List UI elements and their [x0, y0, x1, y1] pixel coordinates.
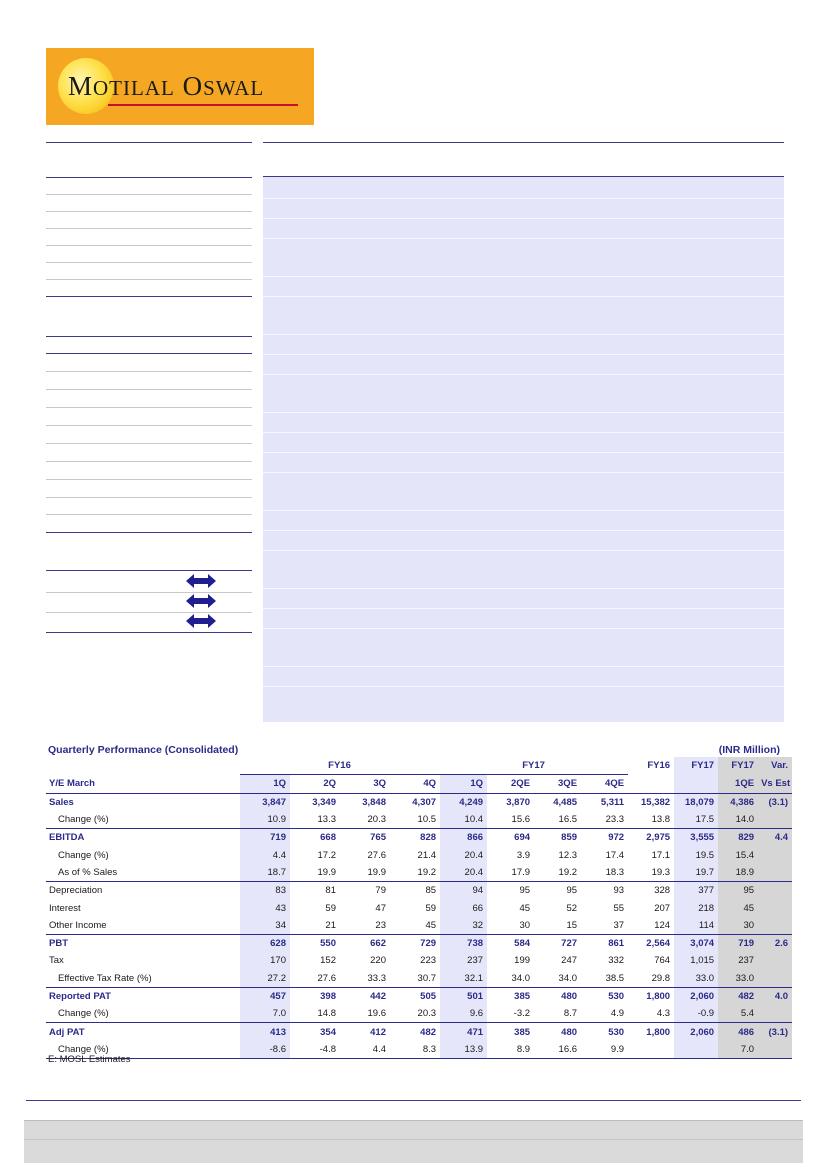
table-cell: 550 — [290, 934, 340, 952]
table-cell: 738 — [440, 934, 487, 952]
table-cell: 719 — [240, 829, 290, 847]
table-row — [46, 899, 792, 916]
table-cell: -8.6 — [240, 1041, 290, 1059]
footer-rule — [26, 1100, 801, 1101]
table-cell: 377 — [674, 882, 718, 900]
group-header-fy17-est: FY17 — [718, 757, 758, 775]
table-cell: 14.0 — [718, 811, 758, 829]
table-cell — [758, 899, 792, 916]
table-cell — [758, 917, 792, 935]
col-header-4qe: 4QE — [581, 775, 628, 793]
table-cell: 45 — [519, 902, 531, 914]
table-cell: 19.2 — [558, 866, 578, 878]
table-cell: 19.6 — [367, 1008, 386, 1020]
table-cell: 15.6 — [511, 814, 531, 826]
table-row — [46, 1005, 792, 1023]
col-header-fy17-total — [674, 775, 718, 793]
table-cell: 501 — [440, 987, 487, 1005]
table-cell: 505 — [390, 987, 440, 1005]
table-cell: (3.1) — [758, 1023, 792, 1041]
table-cell: 3,847 — [240, 793, 290, 811]
table-cell: 45 — [718, 899, 758, 916]
table-cell: 59 — [325, 902, 336, 914]
col-header-1q: 1Q — [240, 775, 290, 793]
row-label: Change (%) — [46, 1041, 240, 1059]
table-cell: 20.4 — [440, 864, 487, 882]
table-cell: 14.8 — [317, 1008, 336, 1020]
table-cell: 21 — [325, 919, 336, 931]
table-cell: 19.9 — [367, 866, 386, 878]
table-cell: 17.2 — [317, 849, 336, 861]
row-label: Change (%) — [58, 814, 109, 826]
table-cell: 114 — [674, 917, 718, 935]
table-cell: 15,382 — [628, 793, 674, 811]
group-header-var: Var. — [758, 757, 792, 775]
table-cell: 354 — [290, 1023, 340, 1041]
table-cell: 10.9 — [240, 811, 290, 829]
table-cell: 32.1 — [440, 970, 487, 988]
table-row — [46, 987, 792, 1005]
table-row — [46, 934, 792, 952]
table-cell: 828 — [390, 829, 440, 847]
table-cell: 413 — [240, 1023, 290, 1041]
table-row — [46, 970, 792, 988]
table-cell: 19.2 — [417, 866, 437, 878]
table-cell: 85 — [390, 882, 440, 900]
table-cell — [758, 846, 792, 863]
table-cell: 20.3 — [417, 1008, 437, 1020]
table-cell: 59 — [425, 902, 437, 914]
table-row — [46, 1041, 792, 1059]
table-cell: 220 — [370, 955, 386, 967]
table-cell: 2,975 — [628, 829, 674, 847]
table-cell: 584 — [487, 934, 534, 952]
table-cell: 29.8 — [651, 972, 671, 984]
group-header-fy16: FY16 — [240, 757, 440, 775]
col-header-fy16-total — [628, 775, 674, 793]
table-cell — [758, 970, 792, 988]
table-cell: 79 — [340, 882, 390, 900]
table-cell: 5.4 — [718, 1005, 758, 1023]
table-row — [46, 864, 792, 882]
table-cell: 30 — [519, 919, 531, 931]
table-cell: 530 — [581, 1023, 628, 1041]
table-cell: 16.5 — [558, 814, 578, 826]
table-cell: 66 — [440, 899, 487, 916]
table-cell: 15.4 — [718, 846, 758, 863]
table-cell: 13.8 — [651, 814, 671, 826]
table-cell: 3.9 — [516, 849, 531, 861]
table-cell: 328 — [628, 882, 674, 900]
table-cell: 247 — [561, 955, 578, 967]
quarterly-performance-table — [46, 757, 792, 1059]
table-row — [46, 1023, 792, 1041]
col-header-vs-est: Vs Est — [758, 775, 792, 793]
table-cell: 859 — [534, 829, 581, 847]
table-cell: 15 — [566, 919, 578, 931]
table-cell: 27.2 — [240, 970, 290, 988]
table-cell: 480 — [534, 1023, 581, 1041]
table-cell: 694 — [487, 829, 534, 847]
table-footnote: E: MOSL Estimates — [48, 1054, 131, 1065]
col-header-2q: 2Q — [290, 775, 340, 793]
table-cell: 207 — [654, 902, 671, 914]
logo-underline — [108, 104, 298, 106]
table-cell: 170 — [240, 952, 290, 969]
col-header-3qe: 3QE — [534, 775, 581, 793]
table-cell: 482 — [718, 987, 758, 1005]
table-cell: 8.7 — [563, 1008, 578, 1020]
table-cell: 5,311 — [581, 793, 628, 811]
col-header-1q-fy17: 1Q — [440, 775, 487, 793]
table-cell: 628 — [240, 934, 290, 952]
table-row — [46, 829, 792, 847]
table-cell: 866 — [440, 829, 487, 847]
col-header-3q: 3Q — [340, 775, 390, 793]
table-cell: 47 — [375, 902, 386, 914]
table-cell: 4.4 — [240, 846, 290, 863]
table-cell: 8.3 — [390, 1041, 440, 1059]
table-cell: 34.0 — [558, 972, 578, 984]
table-cell: 4,386 — [718, 793, 758, 811]
table-cell: 18.3 — [605, 866, 625, 878]
row-label: Interest — [49, 902, 81, 914]
row-label: PBT — [46, 934, 240, 952]
table-cell: -3.2 — [513, 1008, 531, 1020]
table-group-header-row — [46, 757, 792, 775]
table-cell: 17.9 — [511, 866, 531, 878]
footer-bar — [24, 1120, 803, 1163]
table-cell: 3,074 — [674, 934, 718, 952]
table-cell: 20.3 — [367, 814, 386, 826]
table-cell: 412 — [340, 1023, 390, 1041]
table-cell — [758, 882, 792, 900]
table-cell: 1,800 — [628, 1023, 674, 1041]
table-row — [46, 952, 792, 969]
table-cell: 727 — [534, 934, 581, 952]
group-header-fy17-total: FY17 — [674, 757, 718, 775]
table-title: Quarterly Performance (Consolidated) — [48, 744, 239, 756]
table-cell: 19.3 — [651, 866, 671, 878]
table-cell: 34 — [240, 917, 290, 935]
table-cell: 30.7 — [417, 972, 437, 984]
table-cell: 218 — [674, 899, 718, 916]
table-cell: 237 — [440, 952, 487, 969]
table-cell — [674, 1041, 718, 1059]
table-cell: 10.5 — [417, 814, 437, 826]
summary-panel — [263, 177, 784, 722]
table-cell: 33.0 — [674, 970, 718, 988]
table-cell — [628, 1041, 674, 1059]
table-cell — [758, 952, 792, 969]
table-cell: 457 — [240, 987, 290, 1005]
table-cell: 81 — [290, 882, 340, 900]
table-cell: 10.4 — [440, 811, 487, 829]
table-cell: 21.4 — [417, 849, 437, 861]
table-cell: 237 — [718, 952, 758, 969]
table-cell: 95 — [534, 882, 581, 900]
double-arrow-icon — [186, 614, 216, 628]
table-cell: 18,079 — [674, 793, 718, 811]
row-label: As of % Sales — [58, 866, 118, 878]
table-cell: 3,848 — [340, 793, 390, 811]
table-cell: 829 — [718, 829, 758, 847]
table-row — [46, 882, 792, 900]
table-cell: 17.5 — [674, 811, 718, 829]
table-cell: 17.1 — [651, 849, 671, 861]
table-cell: 55 — [613, 902, 625, 914]
table-cell: 37 — [613, 919, 625, 931]
table-cell: 9.6 — [440, 1005, 487, 1023]
table-cell: 23 — [375, 919, 386, 931]
row-label: Depreciation — [46, 882, 240, 900]
table-cell: 23.3 — [605, 814, 625, 826]
table-cell: (3.1) — [758, 793, 792, 811]
group-header-fy17: FY17 — [440, 757, 628, 775]
col-header-4q: 4Q — [390, 775, 440, 793]
table-row — [46, 793, 792, 811]
table-cell: 7.0 — [240, 1005, 290, 1023]
table-cell: 2,060 — [674, 987, 718, 1005]
table-cell: 124 — [654, 919, 671, 931]
table-cell: 95 — [718, 882, 758, 900]
table-cell: 19.5 — [674, 846, 718, 863]
col-header-1qe: 1QE — [718, 775, 758, 793]
table-cell: 4.0 — [758, 987, 792, 1005]
table-cell: 530 — [581, 987, 628, 1005]
row-label: Change (%) — [58, 849, 109, 861]
table-cell: 385 — [487, 987, 534, 1005]
table-cell: 9.9 — [581, 1041, 628, 1059]
table-cell: 2.6 — [758, 934, 792, 952]
table-cell: 442 — [340, 987, 390, 1005]
table-cell: 33.0 — [718, 970, 758, 988]
table-cell: 27.6 — [317, 972, 336, 984]
table-cell: 16.6 — [534, 1041, 581, 1059]
table-cell: 34.0 — [511, 972, 531, 984]
table-cell: 17.4 — [605, 849, 625, 861]
table-cell: 662 — [340, 934, 390, 952]
table-cell: 482 — [390, 1023, 440, 1041]
table-cell: 4,485 — [534, 793, 581, 811]
table-cell — [758, 1041, 792, 1059]
table-cell: 398 — [290, 987, 340, 1005]
table-cell: 43 — [240, 899, 290, 916]
col-header-label: Y/E March — [46, 775, 240, 793]
table-cell: 93 — [581, 882, 628, 900]
table-cell: 3,349 — [290, 793, 340, 811]
table-cell: 385 — [487, 1023, 534, 1041]
table-cell: 668 — [290, 829, 340, 847]
company-logo — [46, 48, 314, 125]
col-header-2qe: 2QE — [487, 775, 534, 793]
table-cell: 471 — [440, 1023, 487, 1041]
table-cell: 2,060 — [674, 1023, 718, 1041]
table-cell: 4.4 — [758, 829, 792, 847]
table-cell: 18.7 — [240, 864, 290, 882]
table-cell: 4.4 — [340, 1041, 390, 1059]
table-cell: 13.9 — [440, 1041, 487, 1059]
table-cell: 19.9 — [317, 866, 336, 878]
row-label: Sales — [46, 793, 240, 811]
table-cell: 765 — [340, 829, 390, 847]
table-cell: 95 — [487, 882, 534, 900]
table-cell: 18.9 — [718, 864, 758, 882]
table-cell: 27.6 — [367, 849, 386, 861]
table-cell: 8.9 — [487, 1041, 534, 1059]
table-cell: 1,015 — [674, 952, 718, 969]
table-cell: 480 — [534, 987, 581, 1005]
table-cell: 19.7 — [674, 864, 718, 882]
table-cell: 38.5 — [605, 972, 625, 984]
table-cell: 83 — [240, 882, 290, 900]
table-cell: -0.9 — [674, 1005, 718, 1023]
table-cell: 3,870 — [487, 793, 534, 811]
table-cell: 4.3 — [656, 1008, 671, 1020]
table-cell: 32 — [440, 917, 487, 935]
double-arrow-icon — [186, 594, 216, 608]
table-cell: -4.8 — [290, 1041, 340, 1059]
table-row — [46, 846, 792, 863]
table-cell: 152 — [320, 955, 336, 967]
table-cell: 3,555 — [674, 829, 718, 847]
table-cell: 45 — [425, 919, 437, 931]
table-cell: 861 — [581, 934, 628, 952]
table-cell: 94 — [440, 882, 487, 900]
table-cell — [758, 811, 792, 829]
logo-wordmark: MOTILAL OSWAL — [68, 71, 265, 101]
table-cell: 332 — [608, 955, 625, 967]
table-cell: 13.3 — [317, 814, 336, 826]
row-label: Other Income — [49, 919, 107, 931]
table-cell: 7.0 — [718, 1041, 758, 1059]
table-cell: 30 — [718, 917, 758, 935]
row-label: Adj PAT — [46, 1023, 240, 1041]
table-cell: 33.3 — [367, 972, 386, 984]
table-cell: 4,307 — [390, 793, 440, 811]
table-cell: 2,564 — [628, 934, 674, 952]
table-cell: 20.4 — [440, 846, 487, 863]
table-cell: 729 — [390, 934, 440, 952]
table-row — [46, 917, 792, 935]
table-cell: 764 — [654, 955, 671, 967]
table-cell: 52 — [566, 902, 578, 914]
table-cell: 972 — [581, 829, 628, 847]
row-label: EBITDA — [46, 829, 240, 847]
table-cell: 1,800 — [628, 987, 674, 1005]
table-cell: 223 — [420, 955, 437, 967]
group-header-fy16-total: FY16 — [647, 760, 671, 772]
table-unit: (INR Million) — [718, 744, 780, 756]
table-cell: 719 — [718, 934, 758, 952]
table-cell: 199 — [514, 955, 531, 967]
row-label: Effective Tax Rate (%) — [58, 972, 152, 984]
row-label: Reported PAT — [46, 987, 240, 1005]
table-column-header-row — [46, 775, 792, 793]
table-cell: 4,249 — [440, 793, 487, 811]
row-label: Change (%) — [58, 1008, 109, 1020]
table-cell — [758, 864, 792, 882]
table-cell: 12.3 — [558, 849, 578, 861]
double-arrow-icon — [186, 574, 216, 588]
table-row — [46, 811, 792, 829]
table-cell: 486 — [718, 1023, 758, 1041]
table-cell — [758, 1005, 792, 1023]
summary-top-rule — [263, 142, 784, 143]
table-cell: 4.9 — [610, 1008, 625, 1020]
row-label: Tax — [49, 955, 64, 967]
